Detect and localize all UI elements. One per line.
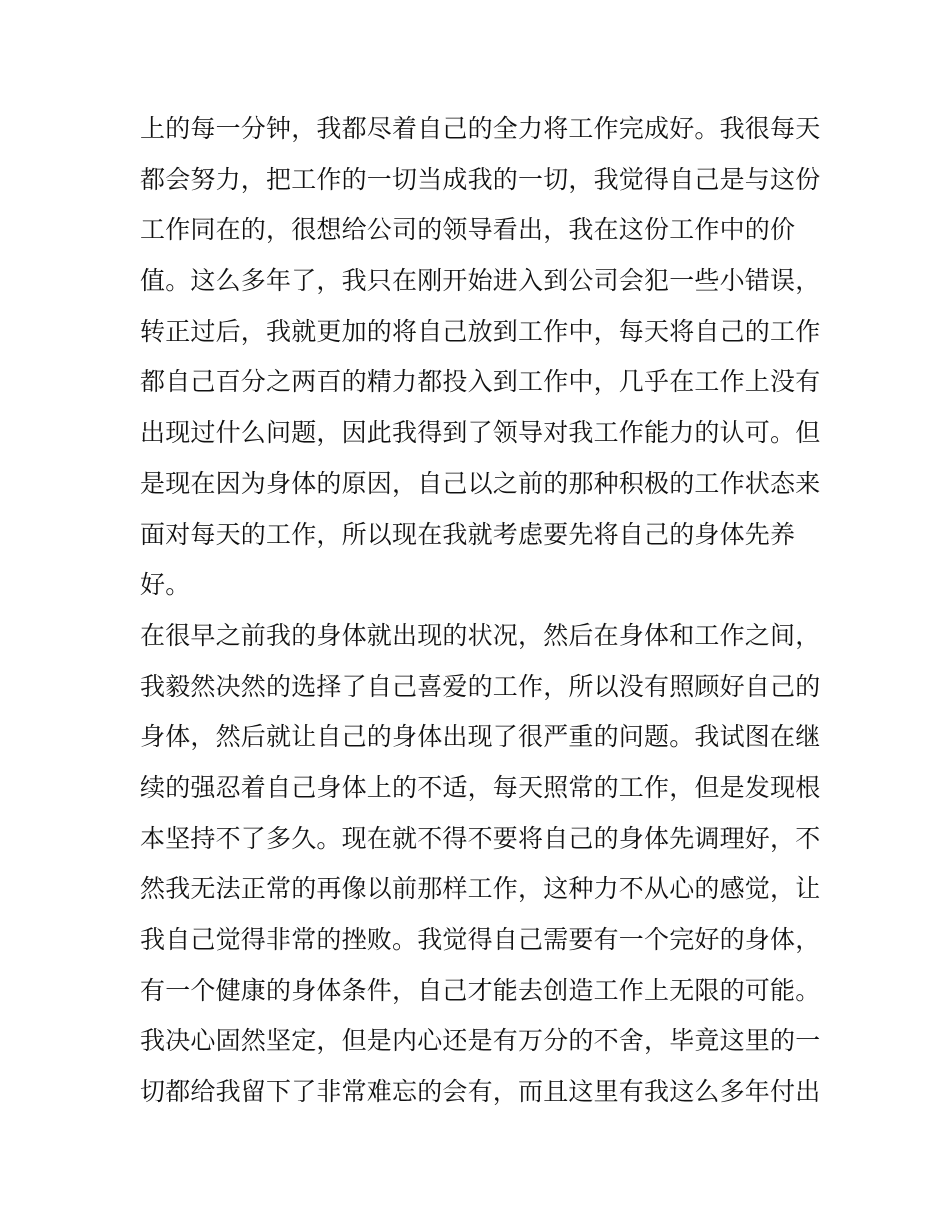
text-line: 是现在因为身体的原因，自己以之前的那种积极的工作状态来 (140, 468, 821, 498)
text-line: 出现过什么问题，因此我得到了领导对我工作能力的认可。但 (140, 418, 821, 448)
text-line: 面对每天的工作，所以现在我就考虑要先将自己的身体先养 (140, 519, 796, 549)
text-line: 工作同在的，很想给公司的领导看出，我在这份工作中的价 (140, 215, 796, 245)
text-line: 都会努力，把工作的一切当成我的一切，我觉得自己是与这份 (140, 164, 821, 194)
text-line: 好。 (140, 570, 191, 600)
text-line: 然我无法正常的再像以前那样工作，这种力不从心的感觉，让 (140, 874, 821, 904)
paragraph-1 (140, 104, 830, 611)
text-line: 身体，然后就让自己的身体出现了很严重的问题。我试图在继 (140, 722, 821, 752)
text-line: 我自己觉得非常的挫败。我觉得自己需要有一个完好的身体， (140, 925, 821, 954)
text-line: 转正过后，我就更加的将自己放到工作中，每天将自己的工作 (140, 316, 821, 346)
text-line: 我决心固然坚定，但是内心还是有万分的不舍，毕竟这里的一 (140, 1026, 821, 1056)
text-line: 有一个健康的身体条件，自己才能去创造工作上无限的可能。 (140, 975, 821, 1005)
text-line: 我毅然决然的选择了自己喜爱的工作，所以没有照顾好自己的 (140, 671, 821, 701)
text-line: 切都给我留下了非常难忘的会有，而且这里有我这么多年付出 (140, 1077, 821, 1107)
text-line: 都自己百分之两百的精力都投入到工作中，几乎在工作上没有 (140, 367, 821, 397)
text-line: 值。这么多年了，我只在刚开始进入到公司会犯一些小错误， (140, 266, 821, 296)
text-line: 在很早之前我的身体就出现的状况，然后在身体和工作之间， (140, 620, 821, 650)
text-line: 续的强忍着自己身体上的不适，每天照常的工作，但是发现根 (140, 772, 821, 802)
paragraph-2 (140, 611, 830, 1118)
text-line: 本坚持不了多久。现在就不得不要将自己的身体先调理好，不 (140, 823, 821, 853)
text-line: 上的每一分钟，我都尽着自己的全力将工作完成好。我很每天 (140, 114, 821, 143)
body-text (140, 104, 830, 1118)
